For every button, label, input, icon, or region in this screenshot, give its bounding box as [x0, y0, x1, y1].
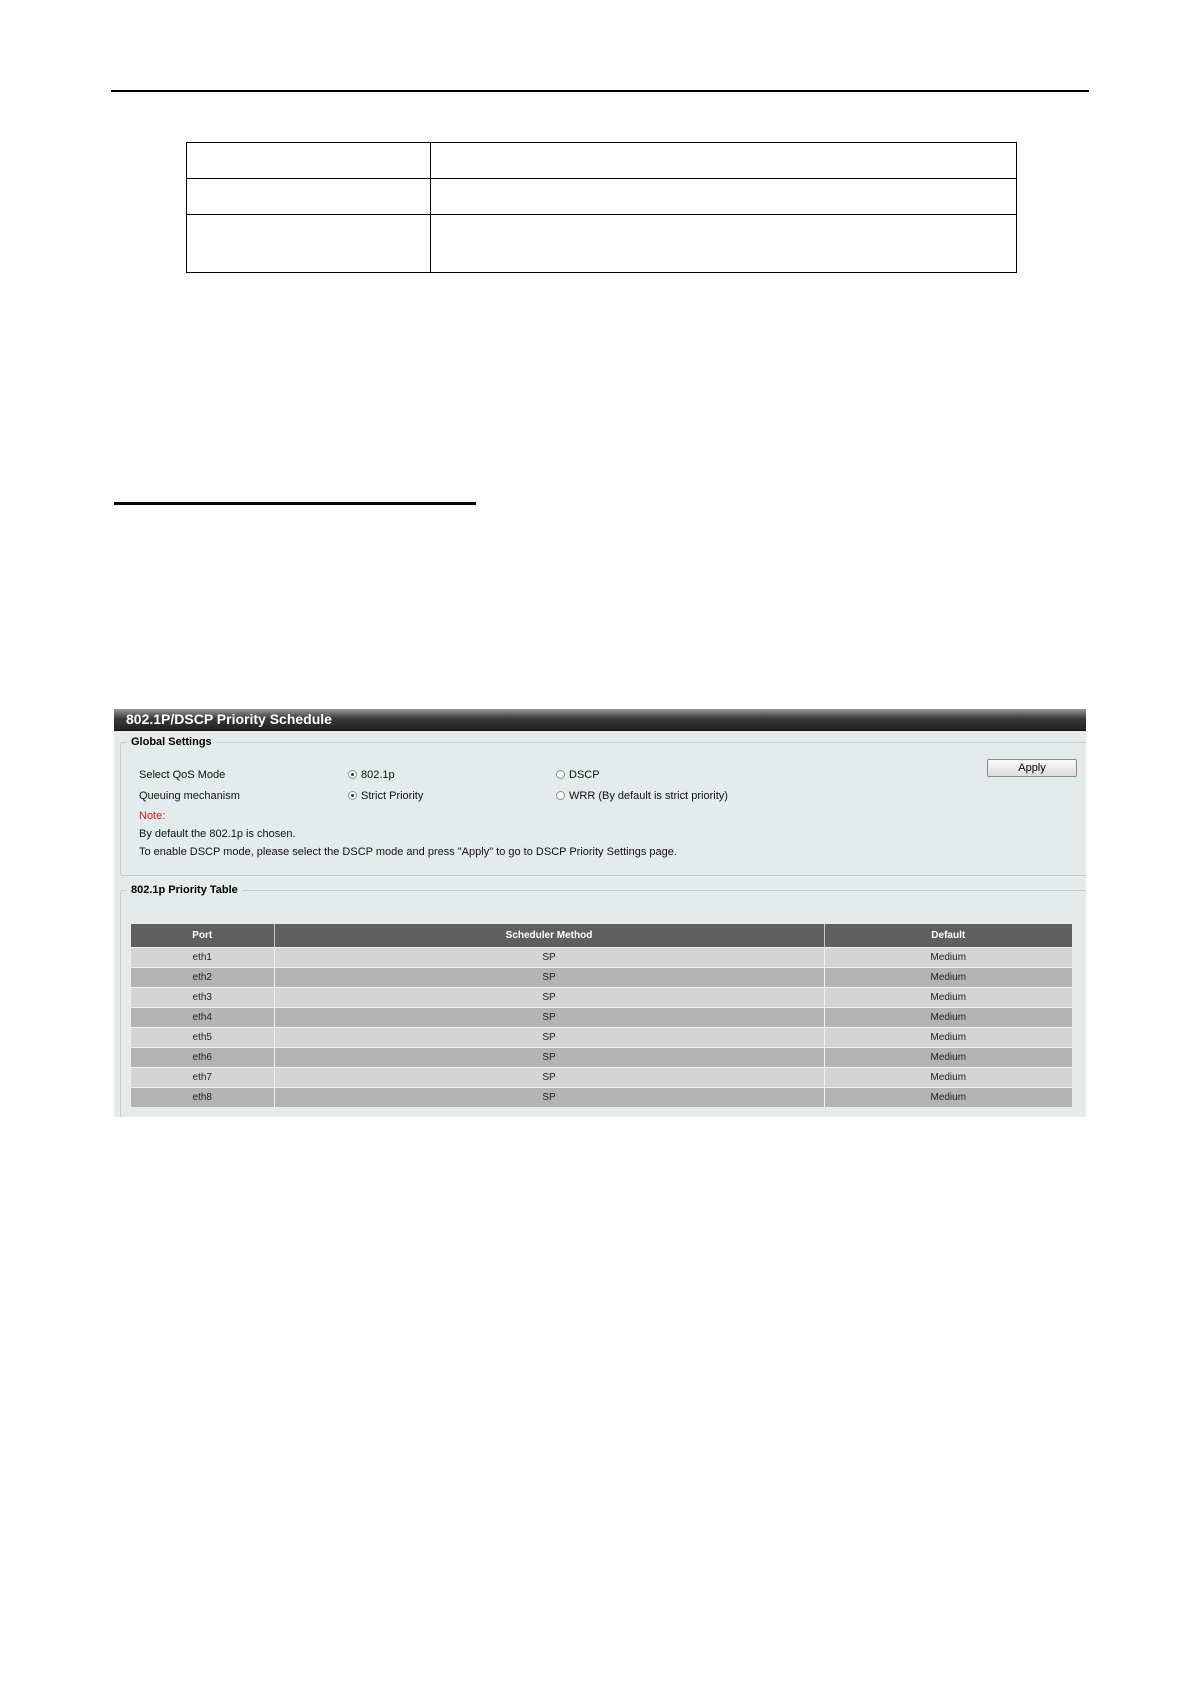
port-cell: eth2: [131, 968, 274, 988]
radio-unselected-icon[interactable]: [556, 770, 565, 779]
default-cell: Medium: [824, 948, 1072, 968]
scheduler-cell: SP: [274, 1008, 824, 1028]
column-header-port: Port: [131, 924, 274, 948]
default-cell: Medium: [824, 968, 1072, 988]
table-row: [131, 1028, 1072, 1048]
table-row: [131, 968, 1072, 988]
radio-selected-icon[interactable]: [348, 791, 357, 800]
note-line-2: To enable DSCP mode, please select the DSCP mode and press "Apply" to go to DSCP Priority Settings page.: [139, 846, 677, 858]
table-header-row: [131, 924, 1072, 948]
scheduler-cell: SP: [274, 1048, 824, 1068]
scheduler-cell: SP: [274, 1068, 824, 1088]
doc-parameter-table: [186, 142, 1017, 273]
table-cell: [431, 179, 1017, 215]
queuing-mechanism-label: Queuing mechanism: [139, 790, 240, 802]
qos-mode-8021p-option[interactable]: [348, 769, 395, 781]
column-header-default: Default: [824, 924, 1072, 948]
port-cell: eth1: [131, 948, 274, 968]
priority-schedule-panel: [114, 709, 1086, 1117]
port-cell: eth5: [131, 1028, 274, 1048]
queuing-strict-priority-label: Strict Priority: [361, 790, 424, 802]
table-row: [187, 215, 1017, 273]
table-cell: [187, 179, 431, 215]
default-cell: Medium: [824, 988, 1072, 1008]
note-label: Note:: [139, 810, 166, 822]
port-cell: eth3: [131, 988, 274, 1008]
port-cell: eth7: [131, 1068, 274, 1088]
scheduler-cell: SP: [274, 968, 824, 988]
table-row: [131, 948, 1072, 968]
port-cell: eth6: [131, 1048, 274, 1068]
default-cell: Medium: [824, 1068, 1072, 1088]
section-underline: [114, 502, 476, 505]
radio-unselected-icon[interactable]: [556, 791, 565, 800]
table-cell: [431, 143, 1017, 179]
priority-table-legend: 802.1p Priority Table: [131, 884, 238, 896]
column-header-scheduler-method: Scheduler Method: [274, 924, 824, 948]
queuing-wrr-label: WRR (By default is strict priority): [569, 790, 728, 802]
queuing-wrr-option[interactable]: [556, 790, 728, 802]
queuing-strict-priority-option[interactable]: [348, 790, 423, 802]
priority-table: [131, 924, 1072, 1107]
global-settings-legend: Global Settings: [131, 736, 212, 748]
port-cell: eth4: [131, 1008, 274, 1028]
scheduler-cell: SP: [274, 948, 824, 968]
qos-mode-dscp-option[interactable]: [556, 769, 600, 781]
scheduler-cell: SP: [274, 1028, 824, 1048]
table-row: [187, 179, 1017, 215]
table-row: [131, 1088, 1072, 1108]
qos-mode-dscp-label: DSCP: [569, 769, 600, 781]
panel-title: 802.1P/DSCP Priority Schedule: [114, 709, 1086, 731]
default-cell: Medium: [824, 1088, 1072, 1108]
port-cell: eth8: [131, 1088, 274, 1108]
table-row: [131, 1008, 1072, 1028]
default-cell: Medium: [824, 1008, 1072, 1028]
table-row: [131, 1068, 1072, 1088]
table-row: [131, 988, 1072, 1008]
table-row: [131, 1048, 1072, 1068]
default-cell: Medium: [824, 1028, 1072, 1048]
scheduler-cell: SP: [274, 988, 824, 1008]
header-rule: [111, 90, 1089, 92]
table-row: [187, 143, 1017, 179]
note-line-1: By default the 802.1p is chosen.: [139, 828, 296, 840]
default-cell: Medium: [824, 1048, 1072, 1068]
apply-button[interactable]: Apply: [987, 759, 1077, 777]
table-cell: [187, 215, 431, 273]
qos-mode-8021p-label: 802.1p: [361, 769, 395, 781]
scheduler-cell: SP: [274, 1088, 824, 1108]
table-cell: [431, 215, 1017, 273]
table-cell: [187, 143, 431, 179]
qos-mode-label: Select QoS Mode: [139, 769, 226, 781]
radio-selected-icon[interactable]: [348, 770, 357, 779]
